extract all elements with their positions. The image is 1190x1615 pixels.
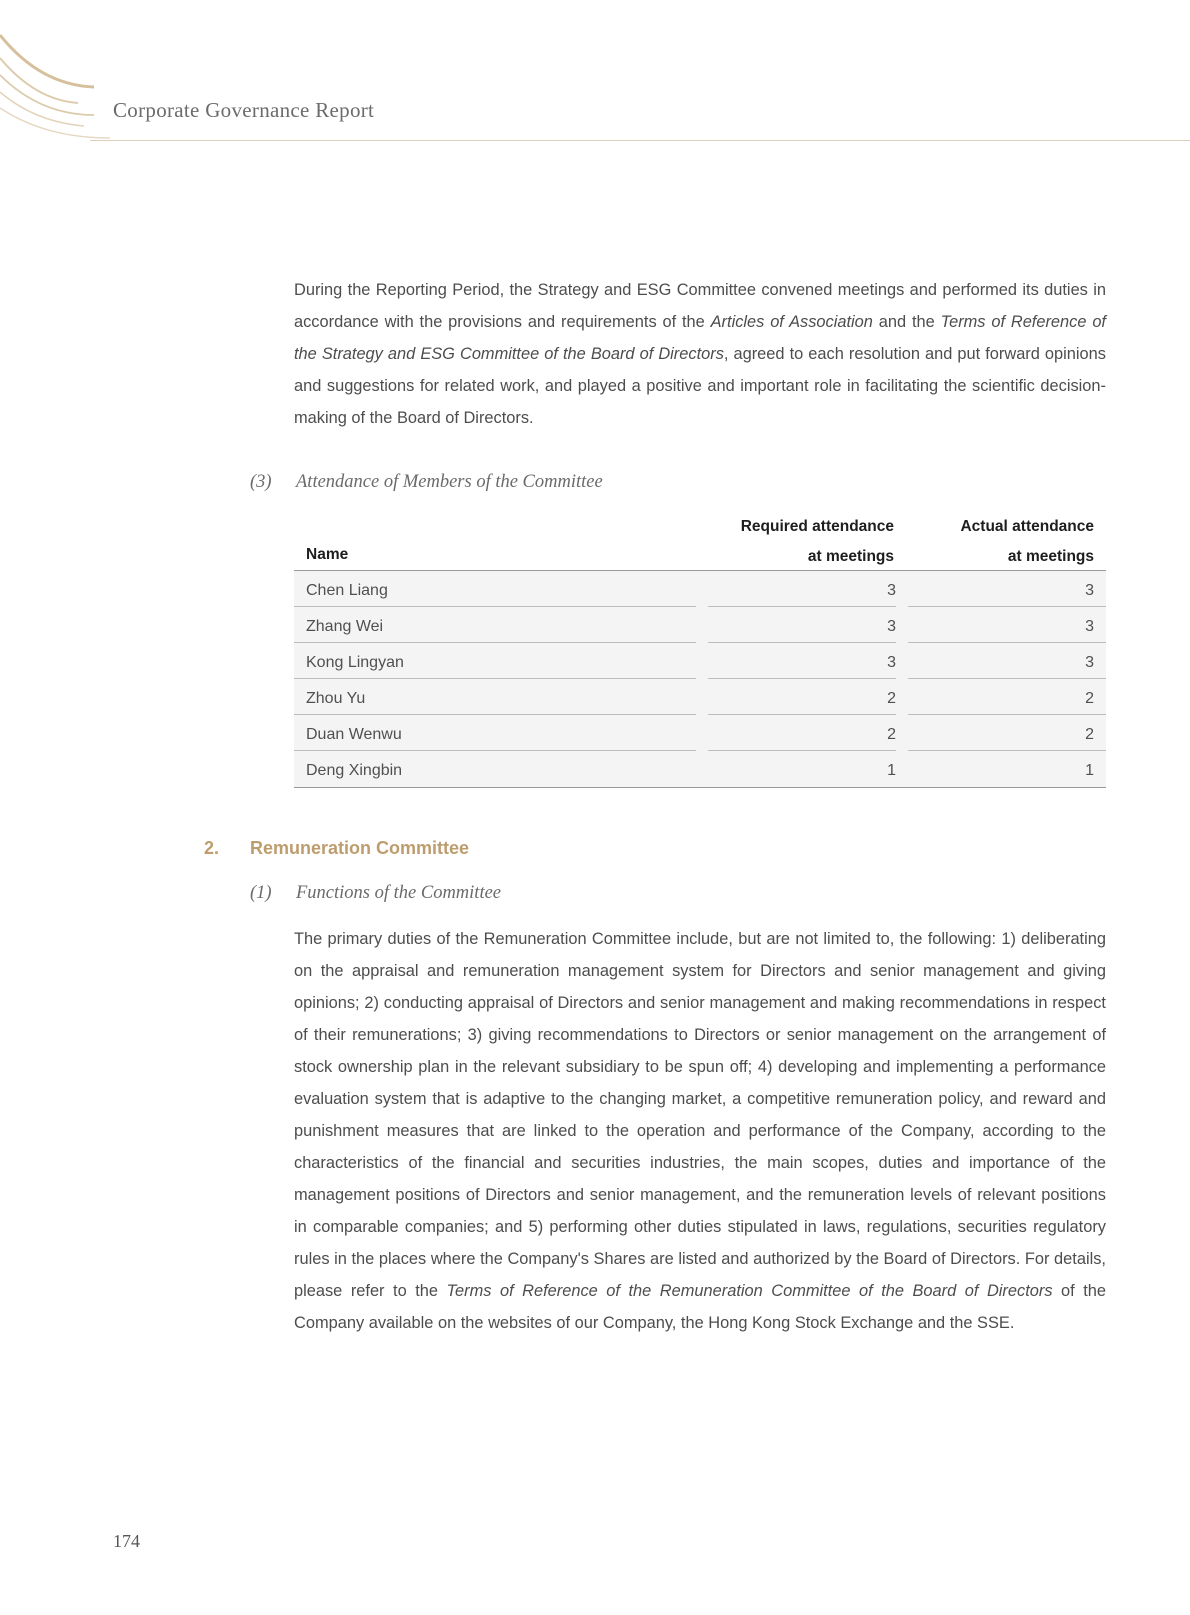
table-row — [294, 643, 1106, 679]
terms-of-reference-ref: Terms of Reference of the Strategy and ESG Committee of the Board of Directors — [294, 313, 1106, 363]
page-header-title: Corporate Governance Report — [113, 98, 375, 122]
subsection-number: (1) — [250, 883, 272, 903]
terms-of-reference-ref: Terms of Reference of the Remuneration Committee of the Board of Directors — [446, 1282, 1053, 1300]
required-attendance: 2 — [708, 679, 896, 715]
member-name: Kong Lingyan — [294, 643, 696, 679]
paragraph-text: and the — [872, 313, 941, 331]
member-name: Chen Liang — [294, 571, 696, 607]
member-name: Duan Wenwu — [294, 715, 696, 751]
articles-of-association-ref: Articles of Association — [710, 313, 873, 331]
table-header — [294, 512, 1106, 571]
functions-heading: Functions of the Committee — [296, 883, 502, 903]
column-header-actual — [960, 512, 1094, 572]
actual-attendance: 3 — [908, 607, 1106, 643]
header-divider — [90, 140, 1190, 141]
table-row — [294, 679, 1106, 715]
page-number: 174 — [113, 1531, 140, 1551]
remuneration-committee-heading: Remuneration Committee — [250, 838, 470, 858]
column-header-text: at meetings — [1007, 548, 1094, 565]
actual-attendance: 1 — [1085, 762, 1094, 779]
table-body — [294, 571, 1106, 788]
remuneration-functions-paragraph — [294, 923, 1106, 1339]
column-header-text: at meetings — [807, 548, 894, 565]
required-attendance: 3 — [708, 607, 896, 643]
attendance-table — [294, 512, 1106, 788]
column-header-required — [741, 512, 894, 572]
table-row — [294, 751, 1106, 788]
table-row — [294, 715, 1106, 751]
subsection-number: (3) — [250, 472, 272, 492]
required-attendance: 3 — [708, 643, 896, 679]
paragraph-text: of the Company available on the websites of our Company, the Hong Kong Stock Exchange and the SSE. — [294, 1282, 1107, 1332]
required-attendance: 1 — [887, 762, 896, 779]
required-attendance: 2 — [708, 715, 896, 751]
actual-attendance: 3 — [908, 571, 1106, 607]
actual-attendance: 2 — [908, 679, 1106, 715]
paragraph-text: During the Reporting Period, the Strategy and ESG Committee convened meetings and performed its duties in accordance with the provisions and requirements of the — [294, 281, 1106, 331]
actual-attendance: 2 — [908, 715, 1106, 751]
member-name: Zhang Wei — [294, 607, 696, 643]
column-header-name: Name — [306, 546, 349, 563]
column-header-text: Required attendance — [740, 518, 894, 535]
required-attendance: 3 — [708, 571, 896, 607]
paragraph-text: The primary duties of the Remuneration Committee include, but are not limited to, the following: 1) deliberating on the appraisal and remuneration management system for Directors and senior management and giving opinions; 2) conducting appraisal of Directors and senior management and making recommendations in respect of their remunerations; 3) giving recommendations to Directors or senior management on the arrangement of stock ownership plan in the relevant subsidiary to be spun off; 4) developing and implementing a performance evaluation system that is adaptive to the changing market, a competitive remuneration policy, and reward and punishment measures that are linked to the operation and performance of the Company, according to the characteristics of the financial and securities industries, the main scopes, duties and importance of the management positions of Directors and senior management, and the remuneration levels of relevant positions in comparable companies; and 5) performing other duties stipulated in laws, regulations, securities regulatory rules in the places where the Company's Shares are listed and authorized by the Board of Directors. For details, please refer to the — [294, 930, 1106, 1300]
paragraph-text: , agreed to each resolution and put forward opinions and suggestions for related work, and played a positive and important role in facilitating the scientific decision-making of the Board of Directors. — [294, 345, 1106, 427]
table-row — [294, 571, 1106, 607]
decorative-arcs-icon — [0, 30, 120, 145]
member-name: Zhou Yu — [294, 679, 696, 715]
section-number: 2. — [204, 838, 220, 858]
table-row — [294, 607, 1106, 643]
member-name: Deng Xingbin — [306, 762, 403, 779]
actual-attendance: 3 — [908, 643, 1106, 679]
column-header-text: Actual attendance — [960, 518, 1094, 535]
attendance-heading: Attendance of Members of the Committee — [296, 472, 603, 492]
strategy-committee-paragraph — [294, 274, 1106, 434]
